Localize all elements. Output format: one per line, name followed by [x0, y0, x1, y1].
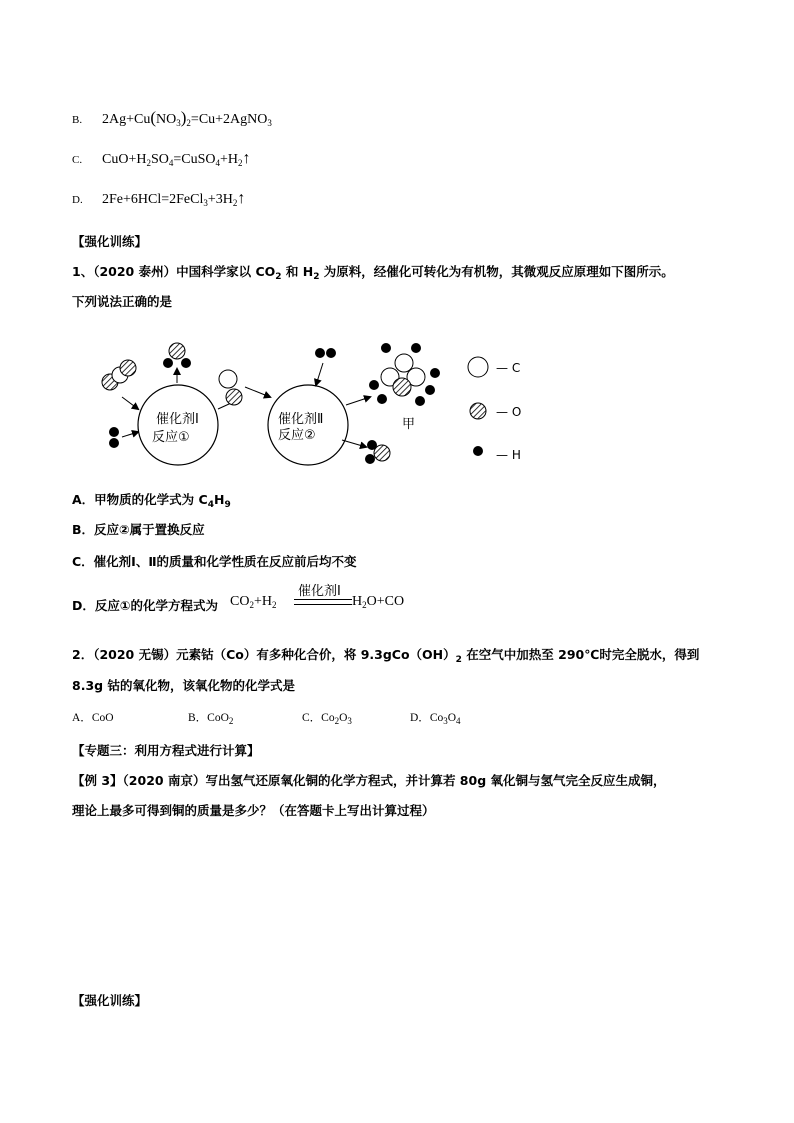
section-title-topic3: 【专题三：利用方程式进行计算】: [72, 743, 260, 758]
co-molecule-intermediate: [219, 370, 242, 405]
q2-choice-c: C．$Co_2O_3$: [302, 712, 352, 726]
svg-text:反应②: 反应②: [278, 428, 316, 443]
q1-stem-line2: 下列说法正确的是: [72, 294, 173, 309]
q1-option-c: C．催化剂Ⅰ、Ⅱ的质量和化学性质在反应前后均不变: [72, 554, 357, 569]
svg-text:催化剂Ⅱ: 催化剂Ⅱ: [278, 412, 324, 427]
product-jia-molecule: [369, 343, 440, 432]
q1-option-b: B．反应②属于置换反应: [72, 522, 205, 537]
option-b: B. $2Ag+Cu(NO_3)_2=Cu+2AgNO_3$: [72, 108, 272, 128]
legend-c-symbol: [468, 357, 488, 377]
option-c: C. $CuO+H_2SO_4=CuSO_4+H_2↑$: [72, 150, 251, 168]
q1-stem-line1: 1、（2020 泰州）中国科学家以 $CO_2$ 和 $H_2$ 为原料，经催化可转化为有机物，其微观反应原理如下图所示。: [72, 264, 674, 282]
q2-choice-a: A．CoO: [72, 712, 114, 724]
q2-choice-b: B．CoO$_2$: [188, 712, 234, 726]
legend-o-symbol: [470, 403, 486, 419]
example3-line2: 理论上最多可得到铜的质量是多少？（在答题卡上写出计算过程）: [72, 803, 435, 818]
q2-stem-line2: 8.3g 钴的氧化物，该氧化物的化学式是: [72, 678, 295, 693]
h2-molecule-input-2: [315, 348, 336, 358]
option-d: D. $2Fe+6HCl=2FeCl_3+3H_2↑$: [72, 190, 246, 208]
example3-line1: 【例 3】（2020 南京）写出氢气还原氧化铜的化学方程式，并计算若 80g 氧化铜与氢气完全反应生成铜，: [72, 773, 666, 788]
co2-molecule-input: [102, 360, 136, 390]
h2o-molecule-output-2: [365, 440, 390, 464]
svg-text:— O: — O: [496, 405, 522, 419]
section-title-training-2: 【强化训练】: [72, 993, 148, 1008]
reaction-diagram: [80, 335, 600, 475]
svg-text:甲: 甲: [402, 417, 416, 432]
svg-text:催化剂Ⅰ: 催化剂Ⅰ: [156, 412, 199, 427]
svg-text:— H: — H: [496, 448, 521, 462]
svg-text:— C: — C: [496, 361, 521, 375]
h2-molecule-input: [109, 427, 119, 448]
legend-h-symbol: [473, 446, 483, 456]
q2-choice-d: D．$Co_3O_4$: [410, 712, 461, 726]
legend: [468, 357, 521, 462]
reaction-condition: 催化剂I: [298, 584, 341, 599]
section-title-training: 【强化训练】: [72, 234, 148, 249]
h2o-molecule-output: [163, 343, 191, 368]
equal-sign-long: [294, 599, 352, 605]
svg-text:反应①: 反应①: [152, 430, 190, 445]
q1-option-a: A．甲物质的化学式为 $C_4H_9$: [72, 492, 231, 510]
q2-stem-line1: 2．（2020 无锡）元素钴（Co）有多种化合价，将 $9.3gCo(OH)_2$ 在空气中加热至 290℃时完全脱水，得到: [72, 647, 700, 665]
